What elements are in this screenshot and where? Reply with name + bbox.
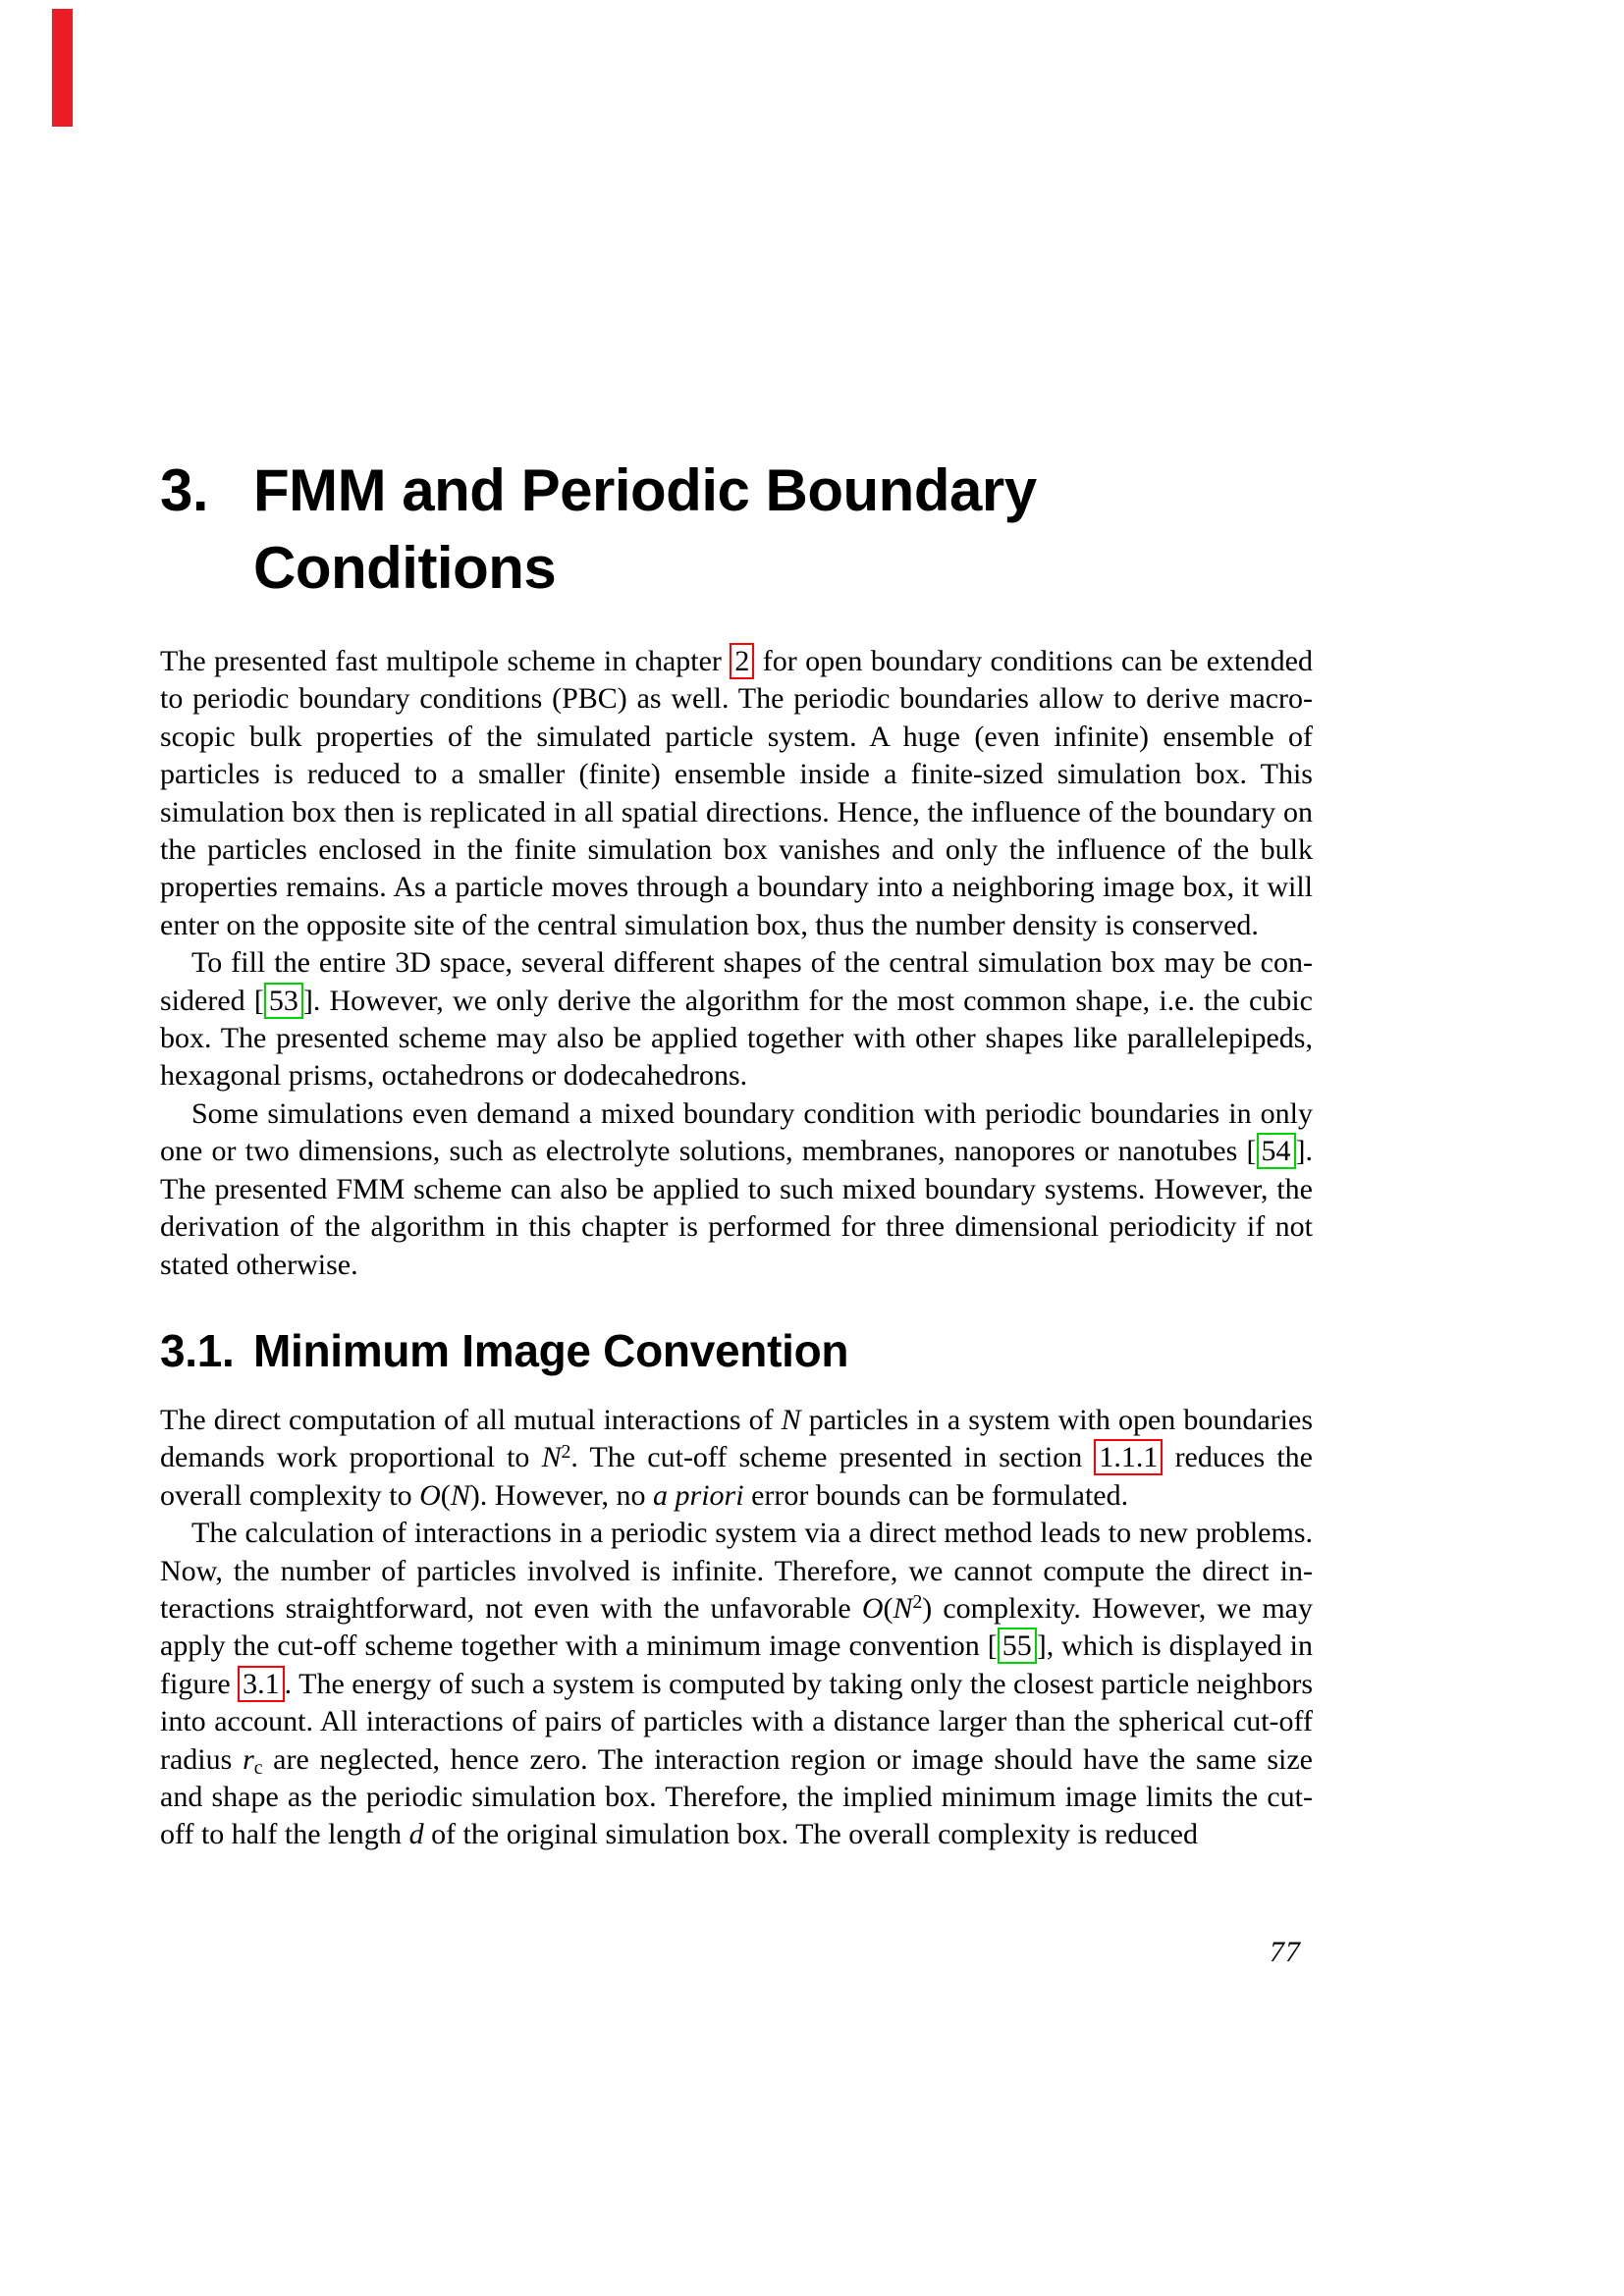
figure-ref-link[interactable]: 3.1 bbox=[238, 1666, 285, 1702]
citation-link-54[interactable]: 54 bbox=[1257, 1133, 1296, 1169]
body-text: ) complexity. However, we may apply the cut-off scheme together with a minimum image convention [ bbox=[160, 1592, 1313, 1663]
math-variable-r: r bbox=[243, 1742, 254, 1776]
math-variable-d: d bbox=[408, 1818, 424, 1851]
body-text: ). However, no bbox=[469, 1478, 654, 1512]
math-variable-N: N bbox=[893, 1592, 913, 1626]
body-text: The calculation of interactions in a periodic system via a direct method leads to new problems. Now, the number of particles involved is infinite. Therefore, we cannot compute the direct interactions straightforward, not even with the unfavorable bbox=[160, 1517, 1313, 1626]
math-subscript-c: c bbox=[253, 1757, 263, 1779]
body-text: . The cut-off scheme presented in section bbox=[570, 1441, 1095, 1474]
section-heading bbox=[160, 1325, 848, 1376]
emphasis-a-priori: a priori bbox=[653, 1478, 744, 1512]
paragraph-3 bbox=[160, 1095, 1313, 1284]
section-number: 3.1. bbox=[160, 1325, 235, 1376]
body-text: Some simulations even demand a mixed boundary condition with periodic boundaries in only one or two dimensions, such as electrolyte solutions, membranes, nanopores or nanotubes [ bbox=[160, 1096, 1313, 1168]
chapter-ref-link[interactable]: 2 bbox=[730, 643, 754, 679]
math-superscript: 2 bbox=[561, 1441, 571, 1463]
math-variable-N: N bbox=[781, 1404, 801, 1436]
body-text: are neglected, hence zero. The interaction region or image should have the same size and shape as the periodic simulation box. Therefore, the implied minimum image limits the cut-off to half the length bbox=[160, 1742, 1313, 1851]
body-text: To fill the entire 3D space, several different shapes of the central simulation box may be considered [ bbox=[160, 946, 1313, 1017]
body-text: particles in a system with open boundaries demands work proportional to bbox=[160, 1404, 1313, 1474]
chapter-title: FMM and Periodic Boundary Conditions bbox=[253, 457, 1037, 601]
body-text: of the original simulation box. The overall complexity is reduced bbox=[423, 1818, 1198, 1851]
section-title: Minimum Image Convention bbox=[253, 1325, 849, 1376]
body-text: error bounds can be formulated. bbox=[743, 1478, 1129, 1512]
body-text: reduces the overall complexity to bbox=[160, 1441, 1313, 1512]
citation-link-53[interactable]: 53 bbox=[264, 983, 303, 1019]
math-variable-N: N bbox=[450, 1478, 470, 1512]
body-text-block-2 bbox=[160, 1402, 1313, 1854]
math-script-O: O bbox=[861, 1592, 884, 1626]
body-text: The presented fast multipole scheme in chapter bbox=[160, 645, 731, 677]
math-variable-N: N bbox=[541, 1441, 562, 1474]
math-superscript: 2 bbox=[912, 1592, 923, 1614]
math-script-O: O bbox=[419, 1478, 441, 1512]
body-text: for open boundary conditions can be extended to periodic boundary conditions (PBC) as well. The periodic boundaries allow to derive macroscopic bulk properties of the simulated particle system. A huge (even infinite) ensemble of particles is reduced to a smaller (finite) ensemble inside a finite-sized simulation box. This simulation box then is replicated in all spatial directions. Hence, the influence of the boundary on the particles enclosed in the finite simulation box vanishes and only the influence of the bulk properties remains. As a particle moves through a boundary into a neighboring image box, it will enter on the opposite site of the central simulation box, thus the number density is conserved. bbox=[160, 645, 1313, 941]
paragraph-5 bbox=[160, 1515, 1313, 1854]
body-text: ( bbox=[883, 1592, 893, 1626]
citation-link-55[interactable]: 55 bbox=[998, 1628, 1037, 1664]
body-text-block-1 bbox=[160, 643, 1313, 1284]
body-text: ], which is displayed in figure bbox=[160, 1629, 1313, 1700]
page-number: 77 bbox=[1270, 1936, 1301, 1968]
body-text: . The energy of such a system is computed by taking only the closest particle neighbors into account. All interactions of pairs of particles with a distance larger than the spherical cut-off radius bbox=[160, 1667, 1313, 1776]
red-margin-marker bbox=[52, 9, 73, 127]
chapter-number: 3. bbox=[160, 457, 209, 523]
body-text: ]. However, we only derive the algorithm for the most common shape, i.e. the cubic box. The presented scheme may also be applied together with other shapes like parallelepipeds, hexagonal prisms, octahedrons or dodecahedrons. bbox=[160, 984, 1313, 1093]
section-ref-link[interactable]: 1.1.1 bbox=[1094, 1439, 1163, 1475]
paragraph-4 bbox=[160, 1402, 1313, 1515]
paragraph-1 bbox=[160, 643, 1313, 944]
paragraph-2 bbox=[160, 944, 1313, 1095]
chapter-heading bbox=[160, 452, 1068, 607]
body-text: ( bbox=[440, 1478, 451, 1512]
body-text: ]. The presented FMM scheme can also be applied to such mixed boundary systems. However, the derivation of the algorithm in this chapter is performed for three dimensional periodicity if not stated otherwise. bbox=[160, 1135, 1313, 1281]
body-text: The direct computation of all mutual interactions of bbox=[160, 1404, 782, 1436]
